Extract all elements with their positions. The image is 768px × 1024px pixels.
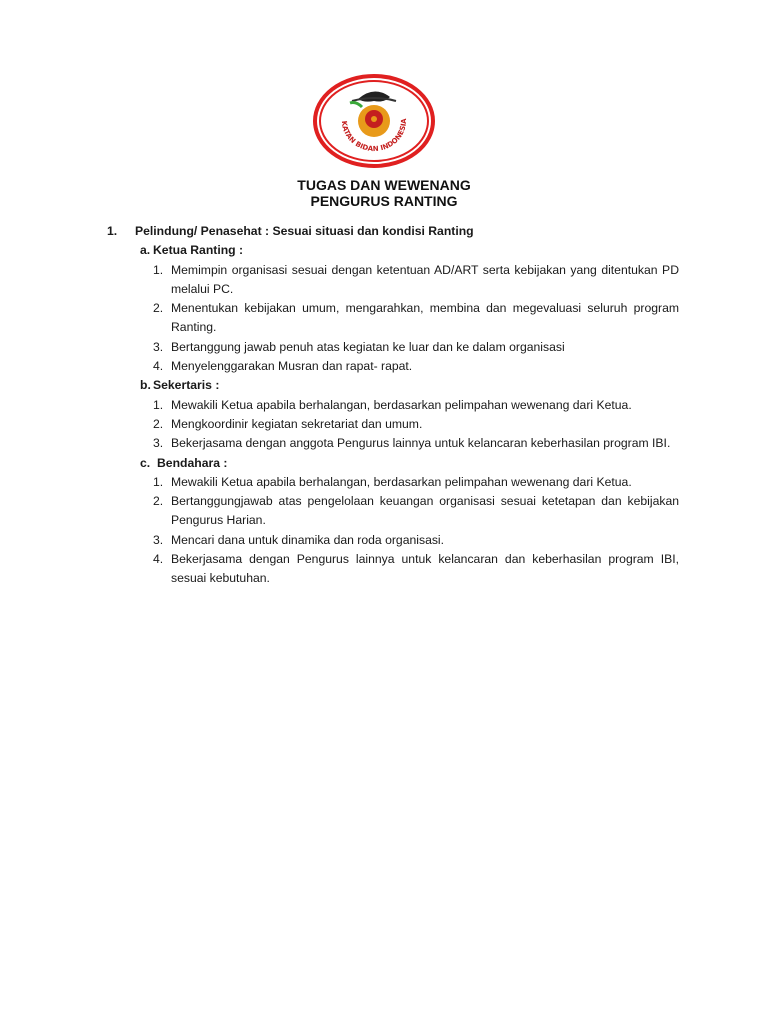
list-item: 1. Mewakili Ketua apabila berhalangan, berdasarkan pelimpahan wewenang dari Ketua. — [153, 397, 632, 412]
ibi-emblem-icon — [312, 73, 436, 169]
list-item: 2. Mengkoordinir kegiatan sekretariat dan umum. — [153, 416, 423, 431]
title-line-2: PENGURUS RANTING — [310, 193, 458, 209]
document-body — [107, 222, 679, 589]
page-title — [0, 177, 768, 209]
subsection-heading — [140, 454, 679, 473]
ibi-logo — [312, 73, 436, 169]
item-list — [153, 261, 679, 377]
list-item: 4. Bekerjasama dengan Pengurus lainnya untuk kelancaran dan keberhasilan program IBI, sesuai kebutuhan. — [153, 552, 679, 586]
subsection-bendahara — [140, 454, 679, 589]
list-item: 4. Menyelenggarakan Musran dan rapat- rapat. — [153, 359, 413, 374]
item-list — [153, 473, 679, 589]
title-line-1: TUGAS DAN WEWENANG — [297, 177, 471, 193]
list-item: 3. Mencari dana untuk dinamika dan roda organisasi. — [153, 532, 445, 547]
list-item: 1. Mewakili Ketua apabila berhalangan, berdasarkan pelimpahan wewenang dari Ketua. — [153, 474, 632, 489]
list-item: 2. Bertanggungjawab atas pengelolaan keuangan organisasi sesuai ketetapan dan kebijakan Pengurus Harian. — [153, 494, 679, 528]
subsection-ketua — [140, 241, 679, 376]
subsection-title: Sekertaris : — [153, 378, 220, 393]
subsection-title: Ketua Ranting : — [153, 243, 244, 258]
subsection-letter: b. — [140, 378, 151, 393]
svg-text:IKATAN BIDAN INDONESIA: KATAN BIDAN INDONESIA — [339, 118, 409, 154]
subsection-sekertaris — [140, 376, 679, 453]
subsection-heading — [140, 376, 679, 395]
section-heading — [107, 222, 679, 241]
list-item: 3. Bekerjasama dengan anggota Pengurus lainnya untuk kelancaran keberhasilan program IBI. — [153, 436, 671, 451]
subsection-title: Bendahara : — [157, 455, 228, 470]
item-list — [153, 396, 679, 454]
subsection-heading — [140, 241, 679, 260]
list-item: 3. Bertanggung jawab penuh atas kegiatan ke luar dan ke dalam organisasi — [153, 339, 565, 354]
list-item: 1. Memimpin organisasi sesuai dengan ketentuan AD/ART serta kebijakan yang ditentukan PD melalui PC. — [153, 262, 679, 296]
subsection-letter: c. — [140, 455, 151, 470]
list-item: 2. Menentukan kebijakan umum, mengarahkan, membina dan megevaluasi seluruh program Ranting. — [153, 301, 679, 335]
section-heading-text: Pelindung/ Penasehat : Sesuai situasi dan kondisi Ranting — [135, 224, 474, 238]
section-number: 1. — [107, 224, 118, 238]
subsection-letter: a. — [140, 243, 151, 258]
